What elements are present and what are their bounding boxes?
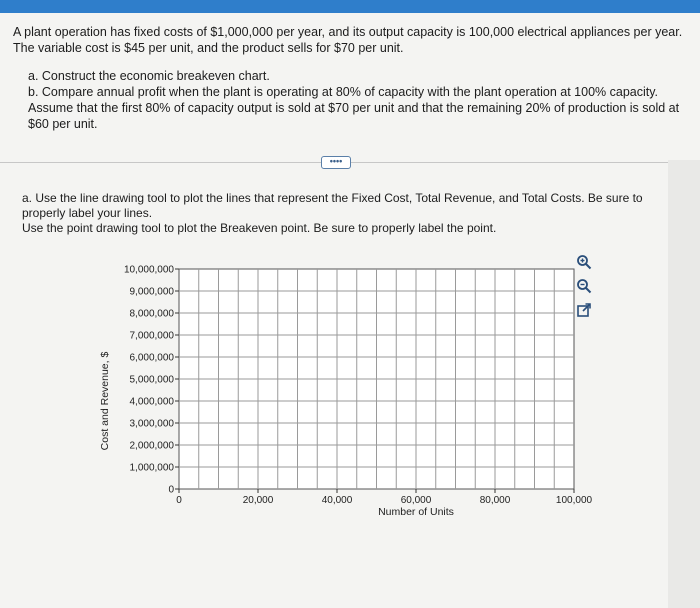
problem-statement xyxy=(13,24,683,132)
top-bar xyxy=(0,0,700,13)
y-axis-label: Cost and Revenue, $ xyxy=(99,351,111,451)
x-tick-label: 20,000 xyxy=(242,495,274,506)
y-tick-label: 6,000,000 xyxy=(129,352,174,364)
y-tick-label: 0 xyxy=(168,484,174,496)
instructions-line-1: a. Use the line drawing tool to plot the lines that represent the Fixed Cost, Total Revenue, and Total Costs. Be sure to properly label your lines. xyxy=(22,191,643,220)
y-tick-label: 8,000,000 xyxy=(129,308,174,320)
right-panel-edge xyxy=(668,160,700,608)
y-tick-label: 9,000,000 xyxy=(129,286,174,298)
x-tick-label: 80,000 xyxy=(479,495,511,506)
expand-more-button[interactable]: •••• xyxy=(321,156,351,169)
breakeven-chart[interactable] xyxy=(95,255,655,545)
problem-part-b: b. Compare annual profit when the plant is operating at 80% of capacity with the plant operation at 100% capacity. Assume that the first 80% of capacity output is sold at $70 per unit and that the remaining 20% of production is sold at $60 per unit. xyxy=(28,85,680,131)
x-tick-label: 0 xyxy=(176,495,182,506)
x-axis-label: Number of Units xyxy=(378,506,454,518)
zoom-in-icon[interactable] xyxy=(576,254,592,270)
y-tick-label: 2,000,000 xyxy=(129,440,174,452)
chart-tools xyxy=(576,254,598,326)
y-tick-label: 4,000,000 xyxy=(129,396,174,408)
open-external-icon[interactable] xyxy=(576,302,592,318)
problem-intro: A plant operation has fixed costs of $1,000,000 per year, and its output capacity is 100,000 electrical appliances per year. The variable cost is $45 per unit, and the product sells for $70 per unit. xyxy=(13,25,683,55)
y-tick-label: 5,000,000 xyxy=(129,374,174,386)
y-tick-label: 3,000,000 xyxy=(129,418,174,430)
y-tick-label: 10,000,000 xyxy=(123,264,174,276)
x-tick-label: 40,000 xyxy=(321,495,353,506)
chart-svg[interactable] xyxy=(95,255,655,545)
y-tick-label: 1,000,000 xyxy=(129,462,174,474)
x-tick-label: 100,000 xyxy=(555,495,593,506)
instructions xyxy=(22,191,677,236)
instructions-line-2: Use the point drawing tool to plot the Breakeven point. Be sure to properly label the point. xyxy=(22,221,497,235)
x-tick-label: 60,000 xyxy=(400,495,432,506)
zoom-out-icon[interactable] xyxy=(576,278,592,294)
problem-part-a: a. Construct the economic breakeven chart. xyxy=(28,69,270,83)
y-tick-label: 7,000,000 xyxy=(129,330,174,342)
